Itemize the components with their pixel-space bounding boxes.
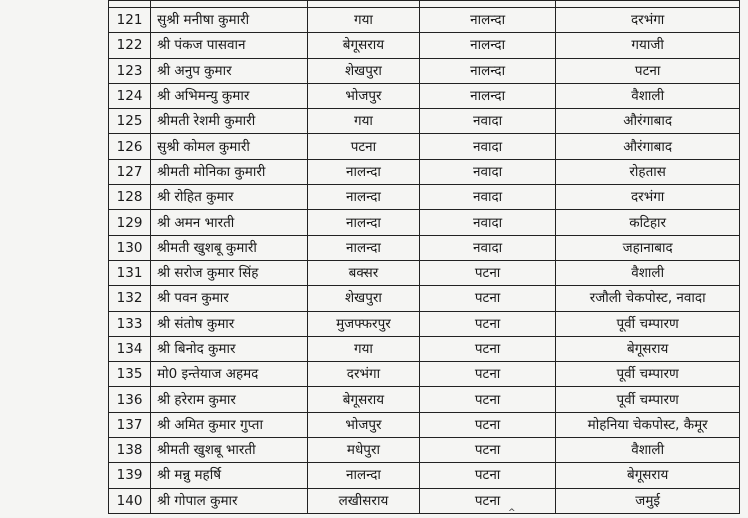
new-posting-cell: रोहतास — [556, 159, 740, 184]
serial-number-cell: 126 — [109, 134, 151, 159]
new-posting-cell: पटना — [556, 58, 740, 83]
new-posting-cell: रजौली चेकपोस्ट, नवादा — [556, 286, 740, 311]
current-posting-cell: पटना — [419, 387, 555, 412]
new-posting-cell: दरभंगा — [556, 185, 740, 210]
table-row — [109, 58, 740, 83]
table-row — [109, 488, 740, 513]
page-edge-mark: ^ — [508, 508, 516, 518]
table-row — [109, 311, 740, 336]
serial-number-cell: 134 — [109, 336, 151, 361]
home-district-cell: मुजफ्फरपुर — [308, 311, 420, 336]
home-district-cell: गया — [308, 8, 420, 33]
current-posting-cell: नालन्दा — [419, 83, 555, 108]
new-posting-cell: बेगूसराय — [556, 336, 740, 361]
cell-stub — [419, 1, 555, 8]
name-cell: श्री पंकज पासवान — [151, 33, 308, 58]
serial-number-cell: 127 — [109, 159, 151, 184]
home-district-cell: नालन्दा — [308, 235, 420, 260]
name-cell: श्री रोहित कुमार — [151, 185, 308, 210]
table-row — [109, 210, 740, 235]
current-posting-cell: नालन्दा — [419, 58, 555, 83]
current-posting-cell: पटना — [419, 438, 555, 463]
current-posting-cell: नालन्दा — [419, 33, 555, 58]
current-posting-cell: पटना — [419, 311, 555, 336]
current-posting-cell: नालन्दा — [419, 8, 555, 33]
home-district-cell: बेगूसराय — [308, 387, 420, 412]
serial-number-cell: 137 — [109, 412, 151, 437]
table-row — [109, 33, 740, 58]
home-district-cell: नालन्दा — [308, 463, 420, 488]
new-posting-cell: गयाजी — [556, 33, 740, 58]
name-cell: श्री अमित कुमार गुप्ता — [151, 412, 308, 437]
table-row — [109, 134, 740, 159]
table-row — [109, 387, 740, 412]
cell-stub — [151, 1, 308, 8]
name-cell: श्री संतोष कुमार — [151, 311, 308, 336]
name-cell: श्रीमती खुशबू कुमारी — [151, 235, 308, 260]
serial-number-cell: 129 — [109, 210, 151, 235]
table-row — [109, 336, 740, 361]
name-cell: श्री बिनोद कुमार — [151, 336, 308, 361]
name-cell: सुश्री कोमल कुमारी — [151, 134, 308, 159]
current-posting-cell: पटना — [419, 336, 555, 361]
name-cell: श्री मन्नु महर्षि — [151, 463, 308, 488]
serial-number-cell: 138 — [109, 438, 151, 463]
cell-stub — [109, 1, 151, 8]
serial-number-cell: 132 — [109, 286, 151, 311]
home-district-cell: शेखपुरा — [308, 286, 420, 311]
current-posting-cell: पटना — [419, 286, 555, 311]
name-cell: मो0 इन्तेयाज अहमद — [151, 362, 308, 387]
new-posting-cell: कटिहार — [556, 210, 740, 235]
home-district-cell: पटना — [308, 134, 420, 159]
table-body — [109, 1, 740, 514]
current-posting-cell: नवादा — [419, 109, 555, 134]
name-cell: श्री हरेराम कुमार — [151, 387, 308, 412]
name-cell: श्री अभिमन्यु कुमार — [151, 83, 308, 108]
home-district-cell: नालन्दा — [308, 210, 420, 235]
home-district-cell: मधेपुरा — [308, 438, 420, 463]
table-row — [109, 83, 740, 108]
table-row — [109, 286, 740, 311]
current-posting-cell: नवादा — [419, 159, 555, 184]
serial-number-cell: 130 — [109, 235, 151, 260]
current-posting-cell: नवादा — [419, 134, 555, 159]
current-posting-cell: नवादा — [419, 185, 555, 210]
serial-number-cell: 125 — [109, 109, 151, 134]
current-posting-cell: पटना — [419, 362, 555, 387]
current-posting-cell: पटना — [419, 488, 555, 513]
home-district-cell: दरभंगा — [308, 362, 420, 387]
name-cell: श्री अनुप कुमार — [151, 58, 308, 83]
current-posting-cell: नवादा — [419, 235, 555, 260]
table-row — [109, 159, 740, 184]
table-row — [109, 185, 740, 210]
serial-number-cell: 140 — [109, 488, 151, 513]
serial-number-cell: 122 — [109, 33, 151, 58]
name-cell: श्रीमती खुशबू भारती — [151, 438, 308, 463]
home-district-cell: भोजपुर — [308, 83, 420, 108]
home-district-cell: गया — [308, 109, 420, 134]
table-row — [109, 235, 740, 260]
home-district-cell: भोजपुर — [308, 412, 420, 437]
table-row — [109, 438, 740, 463]
table-row — [109, 463, 740, 488]
name-cell: श्री सरोज कुमार सिंह — [151, 260, 308, 285]
new-posting-cell: वैशाली — [556, 438, 740, 463]
table-row — [109, 109, 740, 134]
new-posting-cell: जमुई — [556, 488, 740, 513]
table-row — [109, 8, 740, 33]
serial-number-cell: 133 — [109, 311, 151, 336]
name-cell: श्रीमती मोनिका कुमारी — [151, 159, 308, 184]
new-posting-cell: पूर्वी चम्पारण — [556, 362, 740, 387]
home-district-cell: बक्सर — [308, 260, 420, 285]
table-row — [109, 260, 740, 285]
serial-number-cell: 131 — [109, 260, 151, 285]
current-posting-cell: पटना — [419, 412, 555, 437]
name-cell: श्री अमन भारती — [151, 210, 308, 235]
new-posting-cell: दरभंगा — [556, 8, 740, 33]
new-posting-cell: वैशाली — [556, 260, 740, 285]
home-district-cell: शेखपुरा — [308, 58, 420, 83]
new-posting-cell: वैशाली — [556, 83, 740, 108]
new-posting-cell: पूर्वी चम्पारण — [556, 311, 740, 336]
new-posting-cell: बेगूसराय — [556, 463, 740, 488]
name-cell: श्री गोपाल कुमार — [151, 488, 308, 513]
serial-number-cell: 124 — [109, 83, 151, 108]
new-posting-cell: पूर्वी चम्पारण — [556, 387, 740, 412]
serial-number-cell: 121 — [109, 8, 151, 33]
cell-stub — [308, 1, 420, 8]
serial-number-cell: 139 — [109, 463, 151, 488]
current-posting-cell: पटना — [419, 463, 555, 488]
table-row — [109, 412, 740, 437]
table-row-stub — [109, 1, 740, 8]
new-posting-cell: जहानाबाद — [556, 235, 740, 260]
name-cell: सुश्री मनीषा कुमारी — [151, 8, 308, 33]
home-district-cell: नालन्दा — [308, 185, 420, 210]
home-district-cell: बेगूसराय — [308, 33, 420, 58]
cell-stub — [556, 1, 740, 8]
transfer-table — [108, 0, 740, 514]
new-posting-cell: मोहनिया चेकपोस्ट, कैमूर — [556, 412, 740, 437]
current-posting-cell: नवादा — [419, 210, 555, 235]
serial-number-cell: 128 — [109, 185, 151, 210]
new-posting-cell: औरंगाबाद — [556, 109, 740, 134]
name-cell: श्री पवन कुमार — [151, 286, 308, 311]
name-cell: श्रीमती रेशमी कुमारी — [151, 109, 308, 134]
serial-number-cell: 136 — [109, 387, 151, 412]
current-posting-cell: पटना — [419, 260, 555, 285]
serial-number-cell: 123 — [109, 58, 151, 83]
table-row — [109, 362, 740, 387]
home-district-cell: गया — [308, 336, 420, 361]
new-posting-cell: औरंगाबाद — [556, 134, 740, 159]
serial-number-cell: 135 — [109, 362, 151, 387]
home-district-cell: लखीसराय — [308, 488, 420, 513]
home-district-cell: नालन्दा — [308, 159, 420, 184]
